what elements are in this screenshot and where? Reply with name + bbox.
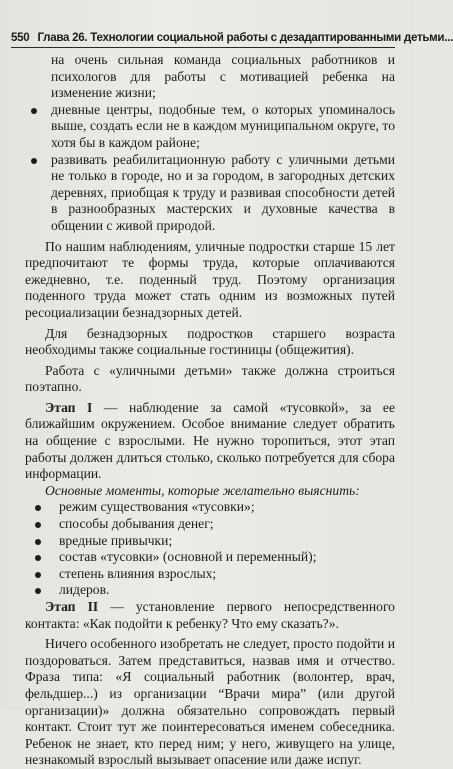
list-item: [25, 499, 395, 516]
list-item: [25, 516, 395, 533]
list-item-text: дневные центры, подобные тем, о которых упоминалось выше, создать если не в каждом муниципальном округе, то хотя бы в каждом районе;: [51, 101, 395, 150]
list-item-text: лидеров.: [59, 582, 110, 598]
list-item: [25, 549, 395, 566]
list-item: [25, 52, 395, 102]
bullet-icon: [35, 539, 41, 545]
bullet-icon: [35, 555, 41, 561]
closing-paragraph: Ничего особенного изобретать не следует, просто подойти и поздороваться. Затем представиться, назвав имя и отчество. Фраза типа: «Я социальный работник (волонтер, врач, фельдшер...) из организации “Врачи мира” (или другой организации)» должна обязательно сопровождать первый контакт. Стоит тут же поинтересоваться именем собеседника. Ребенок не знает, кто перед ним; у него, живущего на улице, незнакомый взрослый вызывает опасение или даже испуг.: [25, 636, 395, 768]
bullet-icon: [35, 572, 41, 578]
key-points-list: [25, 499, 395, 599]
bullet-icon: [35, 588, 41, 594]
list-item: [25, 533, 395, 550]
stage-1-paragraph: [25, 400, 395, 483]
key-points-intro: Основные моменты, которые желательно выяснить:: [45, 482, 360, 498]
page-number: 550: [11, 31, 30, 44]
list-item: [25, 566, 395, 583]
paragraph: Работа с «уличными детьми» также должна строиться поэтапно.: [25, 362, 395, 395]
bullet-icon: [35, 505, 41, 511]
stage-2-label: Этап II: [45, 599, 99, 614]
stage-1-label: Этап I: [45, 399, 93, 415]
list-item-text: режим существования «тусовки»;: [59, 499, 255, 515]
list-item: [25, 102, 395, 152]
bullet-icon: [31, 108, 37, 114]
list-item-text: развивать реабилитационную работу с уличными детьми не только в городе, но и за городом, в загородных детских деревнях, приобщая к труду и развивая способности детей в разнообразных мастерских и духовные качества в общении с живой природой.: [51, 151, 395, 233]
bullet-icon: [31, 158, 37, 164]
list-item-text: состав «тусовки» (основной и переменный);: [59, 549, 317, 565]
running-title: Глава 26. Технологии социальной работы с дезадаптированными детьми...: [37, 31, 453, 44]
list-item: [25, 152, 395, 235]
list-item-text: на очень сильная команда социальных работников и психологов для работы с мотивацией ребенка на изменение жизни;: [51, 52, 395, 101]
list-item-text: степень влияния взрослых;: [59, 565, 217, 581]
list-item: [25, 582, 395, 599]
stage-2-text: — установление первого непосредственного контакта: «Как подойти к ребенку? Что ему сказать?».: [25, 599, 395, 631]
list-item-text: вредные привычки;: [59, 532, 173, 548]
stage-2-paragraph: [25, 599, 395, 632]
paragraph: По нашим наблюдениям, уличные подростки старше 15 лет предпочитают те формы труда, которые оплачиваются ежедневно, т.е. поденный труд. Поэтому организация поденного труда может стать одним из возможных путей ресоциализации безнадзорных детей.: [25, 238, 395, 320]
bullet-icon: [35, 522, 41, 528]
top-list: [25, 52, 395, 235]
stage-1-text: — наблюдение за самой «тусовкой», за ее ближайшим окружением. Особое внимание следует обратить на общение с взрослыми. Не нужно торопиться, этот этап работы должен длиться столько, сколько потребуется для сбора информации.: [25, 399, 396, 482]
paragraph: Для безнадзорных подростков старшего возраста необходимы также социальные гостиницы (общежития).: [25, 325, 395, 358]
running-header: [11, 0, 453, 48]
page-body: [25, 52, 395, 769]
list-item-text: способы добывания денег;: [59, 516, 214, 532]
